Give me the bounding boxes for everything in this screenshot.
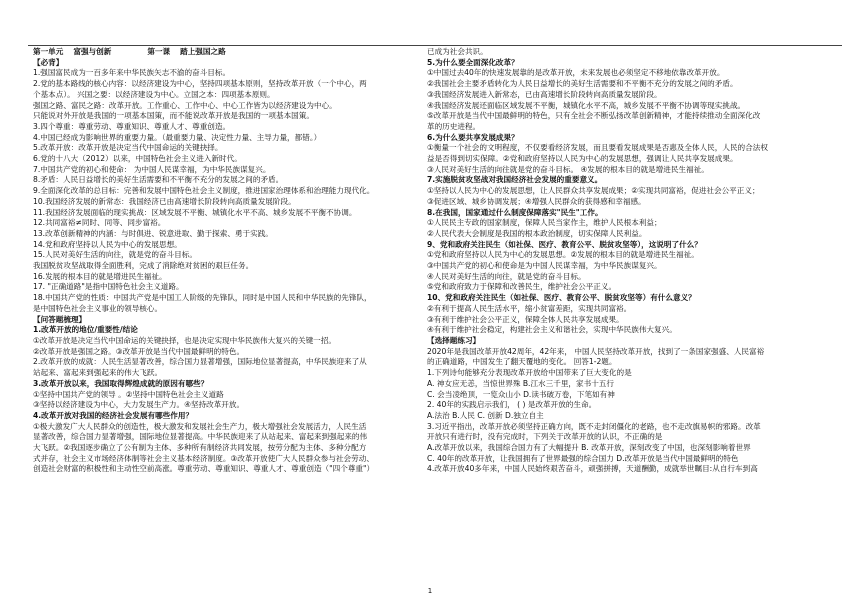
right-text-line: A.法治 B.人民 C. 创新 D.独立自主 — [427, 410, 544, 420]
right-text-line: 5.为什么要全面深化改革？ — [427, 57, 519, 67]
right-text-line: C. 40年的改革开放，让我国拥有了世界最强的综合国力 D.改革开放是当代中国最鲜明的特色 — [427, 453, 739, 463]
lesson-name: 踏上强国之路 — [180, 47, 226, 56]
right-text-line: ②我国社会主要矛盾转化为人民日益增长的美好生活需要和不平衡不充分的发展之间的矛盾。 — [427, 79, 738, 89]
left-text-line: ③坚持以经济建设为中心，大力发展生产力。④坚持改革开放。 — [33, 400, 245, 410]
left-text-line: ①改革开放是决定当代中国命运的关键抉择，也是决定实现中华民族伟大复兴的关键一招。 — [33, 335, 336, 345]
right-text-line: ②人民代表大会制度是我国的根本政治制度，切实保障人民利益。 — [427, 228, 647, 238]
right-text-line: 6.为什么要共享发展成果？ — [427, 132, 519, 142]
header-rule — [28, 45, 842, 46]
right-text-line: 8.在我国，国家通过什么制度保障落实"民生"工作。 — [427, 207, 603, 217]
right-text-line: 的正确道路，中国发生了翻天覆地的变化。 回答1-2题。 — [427, 357, 617, 367]
left-text-line: 15.人民对美好生活的向往，就是党的奋斗目标。 — [33, 250, 197, 260]
left-text-lines — [33, 58, 422, 475]
right-text-line: 1.下列诗句能够充分表现改革开放给中国带来了巨大变化的是 — [427, 368, 632, 378]
right-text-line: 10、党和政府关注民生（如社保、医疗、教育公平、脱贫攻坚等）有什么意义？ — [427, 293, 696, 303]
right-text-line: ①党和政府坚持以人民为中心的发展思想。②发展的根本目的就是增进民生福祉。 — [427, 250, 699, 260]
left-text-line: 1.改革开放的地位/重要性/结论 — [33, 325, 138, 335]
right-text-line: ④有利于维护社会稳定，构建社会主义和谐社会，实现中华民族伟大复兴。 — [427, 325, 677, 335]
right-text-line: ①中国过去40年的快速发展靠的是改革开放，未来发展也必须坚定不移地依靠改革开放。 — [427, 68, 725, 78]
unit-title — [33, 47, 422, 58]
left-text-line: 6.党的十八大（2012）以来，中国特色社会主义进入新时代。 — [33, 154, 242, 164]
left-text-line: 9.全面深化改革的总目标：完善和发展中国特色社会主义制度，推进国家治理体系和治理能力现代化。 — [33, 186, 375, 196]
right-text-line: ④人民对美好生活的向往，就是党的奋斗目标。 — [427, 271, 586, 281]
right-text-line: ③有利于维护社会公平正义，保障全体人民共享发展成果。 — [427, 314, 624, 324]
right-text-line: ③中国共产党的初心和使命是为中国人民谋幸福，为中华民族谋复兴。 — [427, 261, 662, 271]
right-text-line: 开放只有进行时，没有完成时，下列关于改革开放的认识，不正确的是 — [427, 432, 663, 442]
right-text-line: 已成为社会共识。 — [427, 47, 488, 56]
left-text-line: 只能说对外开放是我国的一项基本国策，而不能说改革开放是我国的一项基本国策。 — [33, 111, 314, 121]
left-text-line: 13.改革创新精神的内涵：与时俱进、锐意进取、勤于探索、勇于实践。 — [33, 228, 273, 238]
left-text-line: 站起来、富起来到强起来的伟大飞跃。 — [33, 368, 163, 378]
left-text-line: 2.党的基本路线的核心内容：以经济建设为中心，坚持四项基本原则，坚持改革开放（一个中心，两 — [33, 79, 367, 89]
left-text-line: 3.四个尊重：尊重劳动、尊重知识、尊重人才、尊重创造。 — [33, 121, 231, 131]
left-text-line: 个基本点）。 兴国之要：以经济建设为中心。立国之本：四项基本原则。 — [33, 89, 275, 99]
right-column — [427, 47, 835, 475]
left-text-line: 2.改革开放的成就：人民生活显著改善，综合国力显著增强，国际地位显著提高，中华民族迎来了从 — [33, 357, 367, 367]
left-text-line: 式并存，社会主义市场经济体制等社会主义基本经济制度。③改革开放使广大人民群众参与社会劳动、 — [33, 453, 374, 463]
left-text-line: 11.我国经济发展面临的现实挑战：区域发展不平衡、城镇化水平不高、城乡发展不平衡不协调。 — [33, 207, 357, 217]
unit-name: 富强与创新 — [73, 47, 112, 56]
right-text-line: ③人民对美好生活的向往就是党的奋斗目标。 ④发展的根本目的就是增进民生福祉。 — [427, 164, 709, 174]
left-text-line: 18.中国共产党的性质：中国共产党是中国工人阶级的先锋队，同时是中国人民和中华民族的先锋队， — [33, 293, 372, 303]
left-text-line: 16.发展的根本目的就是增进民生福祉。 — [33, 271, 167, 281]
right-text-line: ①衡量一个社会的文明程度，不仅要看经济发展，而且要看发展成果是否惠及全体人民，人民的合法权 — [427, 143, 768, 153]
right-text-line: ①坚持以人民为中心的发展思想，让人民群众共享发展成果；②实现共同富裕，促进社会公平正义； — [427, 186, 760, 196]
left-column — [33, 47, 422, 475]
right-text-line: ⑤党和政府致力于保障和改善民生，维护社会公平正义。 — [427, 282, 617, 292]
right-text-line: 3.习近平指出，改革开放必须坚持正确方向，既不走封闭僵化的老路，也不走改旗易帜的邪路。改革 — [427, 421, 761, 431]
left-text-line: 【问答题梳理】 — [33, 314, 87, 324]
left-text-line: 4.中国已经成为影响世界的重要力量。（最重要力量、决定性力量、主导力量，都错。） — [33, 132, 322, 142]
left-text-line: 17. "正确道路"是指中国特色社会主义道路。 — [33, 282, 184, 292]
left-text-line: 是中国特色社会主义事业的领导核心。 — [33, 303, 163, 313]
left-text-line: 强国之路、富民之路：改革开放。工作重心、工作中心、中心工作皆为以经济建设为中心。 — [33, 100, 337, 110]
left-text-line: ②改革开放是强国之路。③改革开放是当代中国最鲜明的特色。 — [33, 346, 245, 356]
left-text-line: 5.改革开放：改革开放是决定当代中国命运的关键抉择。 — [33, 143, 223, 153]
unit-label: 第一单元 — [33, 47, 64, 56]
right-text-line: ③我国经济发展进入新常态，已由高速增长阶段转向高质量发展阶段。 — [427, 89, 662, 99]
right-text-line: ①人民民主专政的国家制度，保障人民当家作主，维护人民根本利益； — [427, 218, 662, 228]
left-text-line: 3.改革开放以来，我国取得辉煌成就的原因有哪些？ — [33, 378, 209, 388]
right-text-line: C. 会当凌绝顶，一览众山小 D.读书破万卷，下笔如有神 — [427, 389, 615, 399]
left-text-line: 大飞跃。②我国逐步确立了公有制为主体、多种所有制经济共同发展，按劳分配为主体、多种分配方 — [33, 443, 367, 453]
right-text-line: ④我国经济发展还面临区域发展不平衡，城镇化水平不高，城乡发展不平衡不协调等现实挑战。 — [427, 100, 746, 110]
right-text-line: 革的历史进程。 — [427, 121, 481, 131]
left-text-line: ①坚持中国共产党的领导 。②坚持中国特色社会主义道路 — [33, 389, 224, 399]
right-text-line: 7.实施脱贫攻坚战对我国经济社会发展的重要意义。 — [427, 175, 603, 185]
left-text-line: 14.党和政府坚持以人民为中心的发展思想。 — [33, 239, 182, 249]
right-text-line: 2. 40年的实践启示我们， ( ) 是改革开放的生命。 — [427, 400, 597, 410]
left-text-line: 我国脱贫攻坚战取得全面胜利，完成了消除绝对贫困的艰巨任务。 — [33, 261, 254, 271]
right-text-line: ②有利于提高人民生活水平，缩小贫富差距，实现共同富裕。 — [427, 303, 632, 313]
left-text-line: 10.我国经济发展的新常态：我国经济已由高速增长阶段转向高质量发展阶段。 — [33, 196, 296, 206]
right-text-line: A.改革开放以来，我国综合国力有了大幅提升 B. 改革开放，深刻改变了中国，也深刻影响着世界 — [427, 443, 751, 453]
left-text-line: ①极大激发广大人民群众的创造性，极大激发和发展社会生产力，极大增强社会发展活力，人民生活 — [33, 421, 367, 431]
left-text-line: 12.共同富裕≠同时、同等、同步富裕。 — [33, 218, 166, 228]
lesson-label: 第一课 — [147, 47, 171, 56]
left-text-line: 1.强国富民成为一百多年来中华民族矢志不渝的奋斗目标。 — [33, 68, 231, 78]
right-text-line: 益是否得到切实保障。②党和政府坚持以人民为中心的发展思想，强调让人民共享发展成果。 — [427, 154, 738, 164]
right-text-line: ③促进区域、城乡协调发展；④增强人民群众的获得感和幸福感。 — [427, 196, 646, 206]
right-text-line: A. 神女应无恙，当惊世界殊 B.江水三千里，家书十五行 — [427, 378, 614, 388]
right-text-line: ⑤改革开放是当代中国最鲜明的特色，只有全社会不断弘扬改革创新精神，才能持续推动全面深化改 — [427, 111, 761, 121]
right-text-line: 2020年是我国改革开放42周年，42年来， 中国人民坚持改革开放，找到了一条国家强盛、人民富裕 — [427, 346, 765, 356]
right-text-line: 【选择题练习】 — [427, 335, 481, 345]
right-text-line: 4.改革开放40多年来，中国人民始终艰苦奋斗，顽强拼搏，天道酬勤，成就举世瞩目:从自行车到高 — [427, 464, 758, 474]
left-text-line: 创造社会财富的积极性和主动性空前高涨。尊重劳动、尊重知识、尊重人才、尊重创造（"四个尊重"） — [33, 464, 375, 474]
left-text-line: 显著改善，综合国力显著增强，国际地位显著提高。中华民族迎来了从站起来、富起来到强起来的伟 — [33, 432, 368, 442]
left-text-line: 8.矛盾：人民日益增长的美好生活需要和不平衡不充分的发展之间的矛盾。 — [33, 175, 284, 185]
page-number: 1 — [427, 587, 433, 595]
right-text-lines — [427, 47, 835, 475]
left-text-line: 4.改革开放对我国的经济社会发展有哪些作用？ — [33, 410, 194, 420]
left-text-line: 【必背】 — [33, 57, 64, 67]
left-text-line: 7.中国共产党的初心和使命： 为中国人民谋幸福，为中华民族谋复兴。 — [33, 164, 271, 174]
right-text-line: 9、党和政府关注民生（如社保、医疗、教育公平、脱贫攻坚等），这说明了什么？ — [427, 239, 702, 249]
